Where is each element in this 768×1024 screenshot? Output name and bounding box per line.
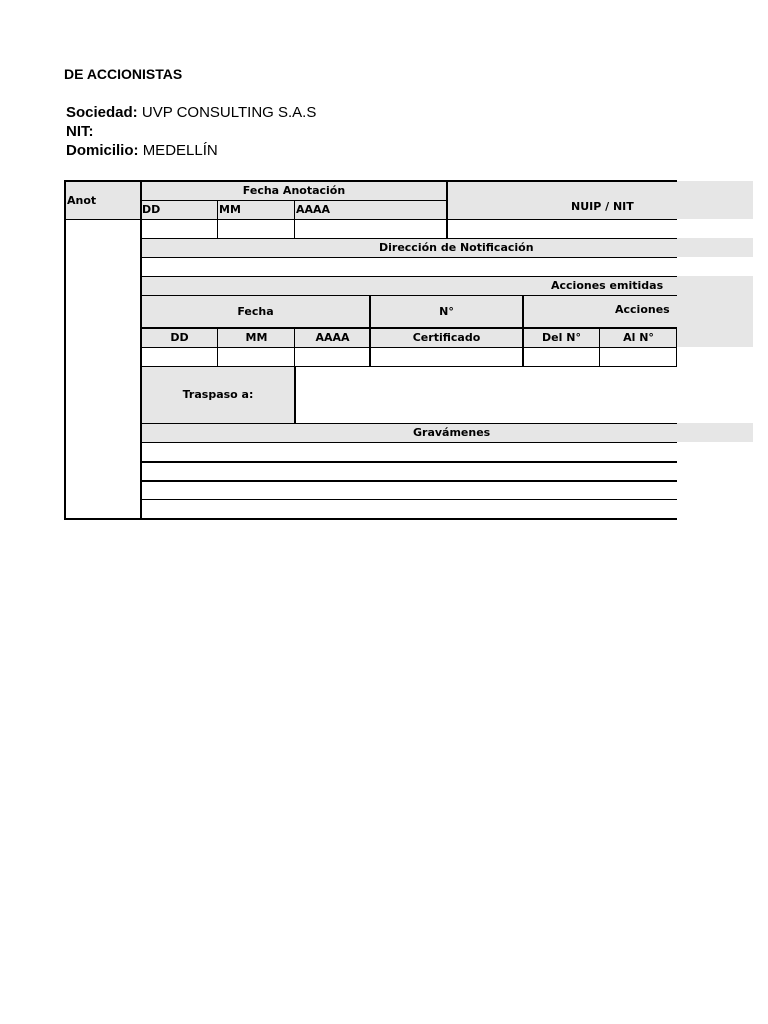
- border-line: [64, 518, 677, 520]
- no-header: N°: [370, 295, 523, 328]
- mm-header: MM: [218, 200, 295, 219]
- document-title: DE ACCIONISTAS: [64, 66, 183, 82]
- border-line: [140, 180, 142, 520]
- gravamenes-label: Gravámenes: [413, 426, 491, 439]
- anot-header: [64, 181, 141, 219]
- border-line: [141, 257, 677, 258]
- border-line: [141, 347, 677, 348]
- border-line: [446, 180, 448, 238]
- border-line: [141, 442, 677, 443]
- dd-header: DD: [141, 200, 218, 219]
- border-line: [294, 328, 295, 366]
- nuip-label: NUIP / NIT: [571, 200, 634, 213]
- border-line: [217, 200, 218, 238]
- border-line: [64, 180, 677, 182]
- border-line: [64, 219, 677, 220]
- certificado-header: Certificado: [370, 328, 523, 347]
- border-line: [141, 295, 677, 296]
- domicilio-value: MEDELLÍN: [142, 142, 218, 159]
- al-no-header: Al N°: [623, 331, 654, 344]
- border-line: [676, 328, 677, 366]
- border-line: [141, 238, 677, 239]
- del-no-header: Del N°: [542, 331, 581, 344]
- sociedad-label: Sociedad:: [66, 104, 138, 121]
- border-line: [141, 461, 677, 463]
- border-line: [141, 423, 677, 424]
- dd-header-2: DD: [141, 328, 218, 347]
- border-line: [294, 366, 296, 423]
- acciones-emitidas-label: Acciones emitidas: [551, 279, 664, 292]
- direccion-label: Dirección de Notificación: [379, 241, 534, 254]
- border-line: [141, 366, 677, 367]
- domicilio-label: Domicilio:: [66, 142, 139, 159]
- border-line: [217, 328, 218, 366]
- fecha-header: Fecha: [141, 295, 370, 328]
- border-line: [599, 328, 600, 366]
- border-line: [141, 499, 677, 500]
- sociedad-value: UVP CONSULTING S.A.S: [141, 104, 317, 121]
- aaaa-header-2: AAAA: [295, 328, 370, 347]
- border-line: [294, 200, 295, 238]
- mm-header-2: MM: [218, 328, 295, 347]
- border-line: [522, 295, 524, 366]
- border-line: [141, 276, 677, 277]
- traspaso-label: Traspaso a:: [141, 366, 295, 423]
- aaaa-header: AAAA: [295, 200, 447, 219]
- direccion-header: [141, 238, 753, 257]
- nit-label: NIT:: [66, 123, 94, 140]
- nuip-header: [447, 181, 753, 219]
- border-line: [141, 327, 677, 329]
- border-line: [369, 295, 371, 366]
- anot-label: Anot: [67, 193, 97, 207]
- border-line: [64, 180, 66, 520]
- acciones-emitidas-header: [141, 276, 753, 295]
- acciones-label: Acciones: [615, 303, 670, 316]
- gravamenes-header: [141, 423, 753, 442]
- fecha-anotacion-header: Fecha Anotación: [141, 181, 447, 200]
- border-line: [141, 480, 677, 482]
